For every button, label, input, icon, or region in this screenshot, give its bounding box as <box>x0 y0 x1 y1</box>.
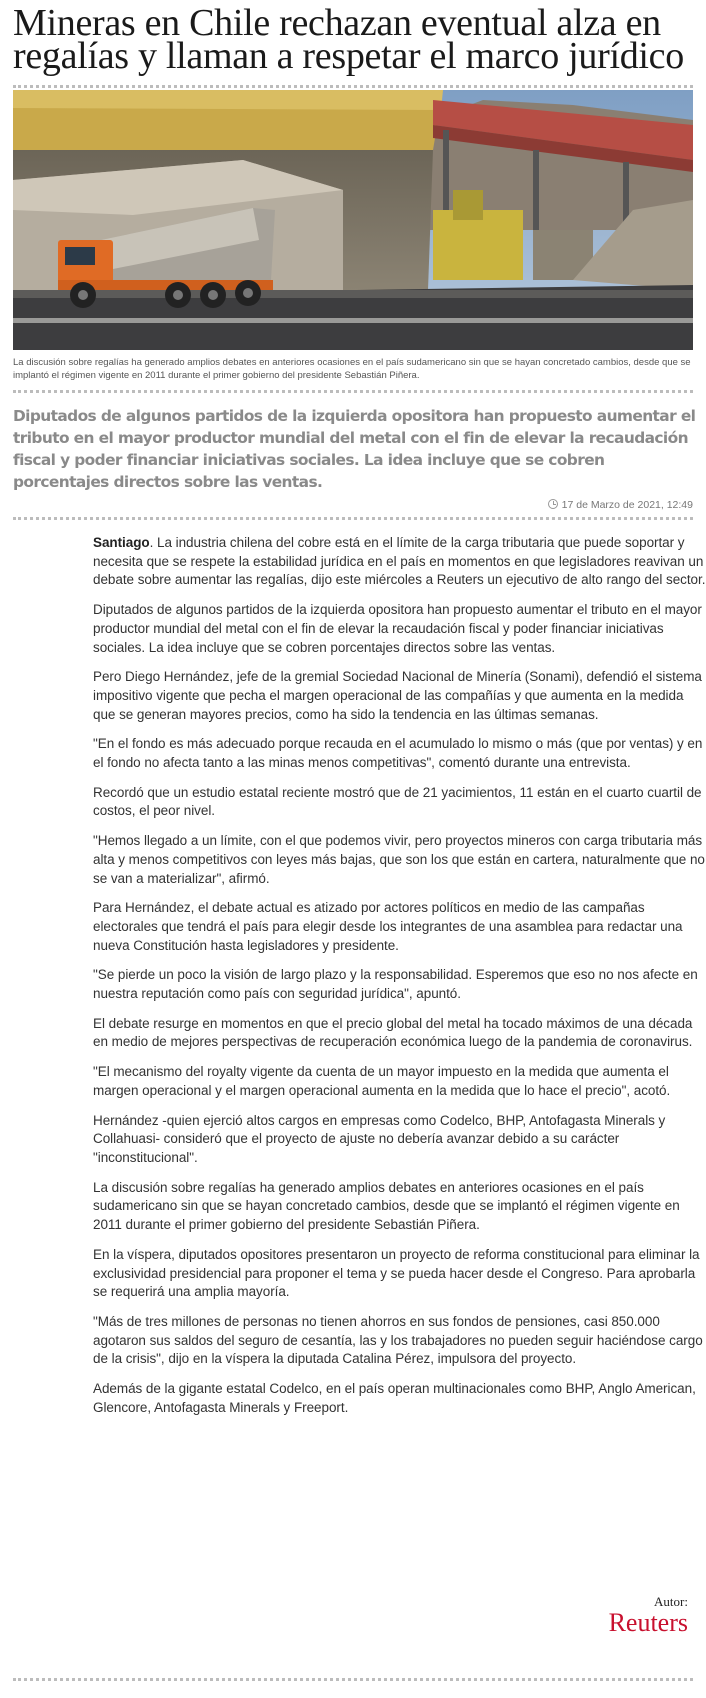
paragraph: Santiago. La industria chilena del cobre está en el límite de la carga tributaria que puede soportar y necesita que se respete la estabilidad jurídica en el país en momentos en que legisladores reavivan un debate sobre aumentar las regalías, dijo este miércoles a Reuters un ejecutivo de alto rango del sector. <box>93 535 706 588</box>
paragraph: Pero Diego Hernández, jefe de la gremial Sociedad Nacional de Minería (Sonami), defendió el sistema impositivo vigente que pecha el margen operacional de las compañías y que aumenta en la medida que se generan mayores precios, como ha sido la tendencia en las últimas semanas. <box>93 669 702 722</box>
paragraph: Diputados de algunos partidos de la izquierda opositora han propuesto aumentar el tributo en el mayor productor mundial del metal con el fin de elevar la recaudación fiscal y poder financiar iniciativas sociales. La idea incluye que se cobren porcentajes directos sobre las ventas. <box>93 602 702 655</box>
paragraph: "Se pierde un poco la visión de largo plazo y la responsabilidad. Esperemos que eso no nos afecte en nuestra reputación como país con seguridad jurídica", apuntó. <box>93 967 698 1002</box>
paragraph: Recordó que un estudio estatal reciente mostró que de 21 yacimientos, 11 están en el cuarto cuartil de costos, el peor nivel. <box>93 784 702 819</box>
author-label: Autor: <box>654 1594 688 1609</box>
divider <box>13 85 693 88</box>
dateline-location: Santiago <box>93 535 150 550</box>
paragraph: En la víspera, diputados opositores presentaron un proyecto de reforma constitucional para eliminar la exclusividad presidencial para proponer el tema y se pueda hacer desde el Congreso. Para aprobarla se requerirá una amplia mayoría. <box>93 1246 700 1300</box>
paragraph: El debate resurge en momentos en que el precio global del metal ha tocado máximos de una década en medio de mejores perspectivas de recuperación económica luego de la pandemia de coronavirus. <box>93 1015 693 1050</box>
article-dateline <box>13 493 693 517</box>
paragraph: Además de la gigante estatal Codelco, en el país operan multinacionales como BHP, Anglo American, Glencore, Antofagasta Minerals y Freeport. <box>93 1381 696 1415</box>
article-title: Mineras en Chile rechazan eventual alza en regalías y llaman a respetar el marco jurídico <box>13 2 684 77</box>
article-body <box>13 520 706 1417</box>
author-block <box>609 1594 688 1636</box>
photo-caption: La discusión sobre regalías ha generado amplios debates en anteriores ocasiones en el país sudamericano sin que se hayan concretado cambios, desde que se implantó el régimen vigente en 2011 durante el primer gobierno del presidente Sebastián Piñera. <box>13 357 691 381</box>
paragraph: "Más de tres millones de personas no tienen ahorros en sus fondos de pensiones, casi 850.000 agotaron sus saldos del seguro de cesantía, las y los trabajadores no pueden seguir haciéndose cargo de la crisis", dijo en la víspera la diputada Catalina Pérez, impulsora del proyecto. <box>93 1313 703 1367</box>
clock-icon <box>548 499 558 509</box>
paragraph: Para Hernández, el debate actual es atizado por actores políticos en medio de las campañas electorales que tendrá el país para elegir desde los integrantes de una asamblea para redactar una nueva Constitución hasta legisladores y presidente. <box>93 900 683 953</box>
author-name[interactable]: Reuters <box>608 1608 688 1637</box>
divider <box>13 1678 693 1681</box>
paragraph: La discusión sobre regalías ha generado amplios debates en anteriores ocasiones en el país sudamericano sin que se hayan concretado cambios, desde que se implantó el régimen vigente en 2011 durante el primer gobierno del presidente Sebastián Piñera. <box>93 1179 680 1233</box>
paragraph: Hernández -quien ejerció altos cargos en empresas como Codelco, BHP, Antofagasta Minerals y Collahuasi- consideró que el proyecto de ajuste no debería avanzar debido a su carácter "inconstitucional". <box>93 1112 666 1165</box>
article-date: 17 de Marzo de 2021, 12:49 <box>561 499 693 511</box>
article-lead: Diputados de algunos partidos de la izquierda opositora han propuesto aumentar el tributo en el mayor productor mundial del metal con el fin de elevar la recaudación fiscal y poder financiar iniciativas sociales. La idea incluye que se cobren porcentajes directos sobre las ventas. <box>13 407 696 491</box>
paragraph: "El mecanismo del royalty vigente da cuenta de un mayor impuesto en la medida que aumenta el margen operacional y el margen operacional aumenta en la medida que lo hace el precio", acotó. <box>93 1064 671 1098</box>
paragraph: "En el fondo es más adecuado porque recauda en el acumulado lo mismo o más (que por ventas) y en el fondo no afecta tanto a las minas menos competitivas", comentó durante una entrevista. <box>93 736 703 771</box>
paragraph: "Hemos llegado a un límite, con el que podemos vivir, pero proyectos mineros con carga tributaria más alta y menos competitivos con leyes más bajas, que son los que están en cartera, naturalmente que no se van a materializar", afirmó. <box>93 833 705 886</box>
article-photo <box>13 90 693 350</box>
